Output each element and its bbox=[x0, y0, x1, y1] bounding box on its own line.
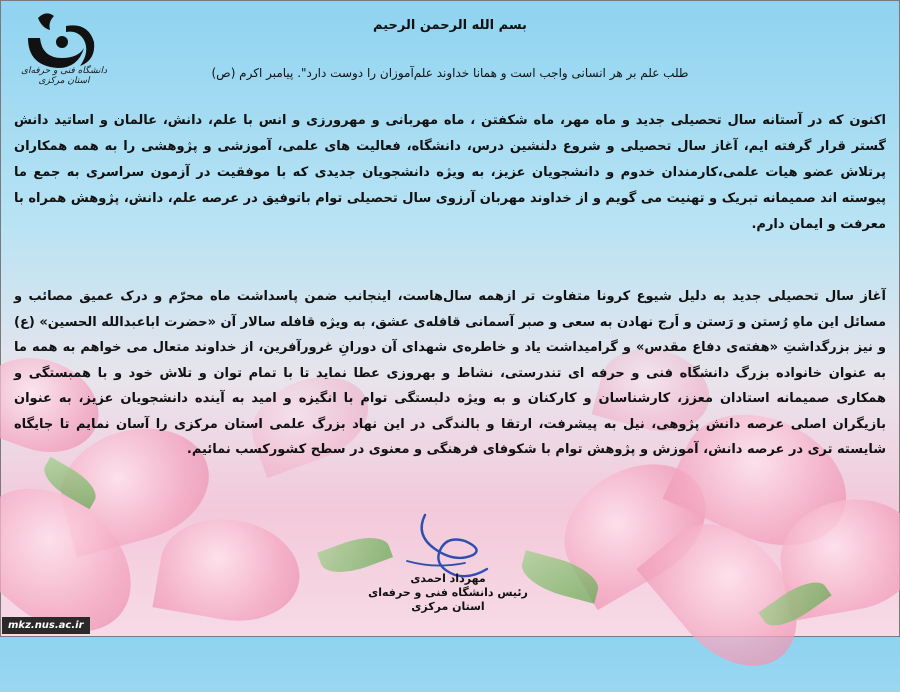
signer-title-line-1: رئیس دانشگاه فنی و حرفه‌ای bbox=[368, 586, 528, 599]
basmala-heading: بسم الله الرحمن الرحیم bbox=[373, 18, 527, 33]
logo-caption: دانشگاه فنی و حرفه‌ای استان مرکزی bbox=[20, 66, 108, 86]
message-paragraph-1: اکنون که در آستانه سال تحصیلی جدید و ماه مهر، ماه شکفتن ، ماه مهربانی و مهرورزی و انس با علم، دانش، عالمان و اساتید دانش گستر قرار گرفته ایم، آغاز سال تحصیلی و شروع دلنشین درس، دانشگاه، فعالیت های علمی، آموزشی و پژوهشی را به همه همکاران پرتلاش عضو هیات علمی،کارمندان خدوم و دانشجویان عزیز، به ویژه دانشجویان جدیدی که با موفقیت در آزمون سراسری به جمع ما پیوسته اند صمیمانه تبریک و تهنیت می گویم و از خداوند مهربان آرزوی سال تحصیلی توام باتوفیق در عرصه علم، دانش، پژوهش همراه با معرفت و ایمان دارم. bbox=[14, 113, 886, 232]
message-paragraph-2: آغاز سال تحصیلی جدید به دلیل شیوع کرونا متفاوت تر ازهمه سال‌هاست، اینجانب ضمن پاسداشت ماه محرّم و درک عمیق مصائب و مسائل این ماهِ رُستن و رَستن و اَرج نهادن به سعی و صبر آسمانی قافله‌ی عشق، به ویژه قافله سالار آن «حضرت اباعبدالله الحسین» (ع) و نیز بزرگداشتِ «هفته‌ی دفاع مقدس» و گرامیداشت یاد و خاطره‌ی شهدای آن دورانِ غرورآفرین، از خداوند متعال می خواهم به همه ما به عنوان خانواده بزرگ دانشگاه فنی و حرفه ای تندرستی، نشاط و بهروزی عطا نماید تا با تمام توان و تلاش خود و با همبستگی و همکاری صمیمانه استادان معزز، کارشناسان و کارکنان و به ویژه دلبستگی توام با انگیزه و امید به آینده دانشجویان عزیز، به عنوان بازیگران اصلی عرصه دانش پژوهی، نیل به پیشرفت، ارتقا و بالندگی در این نهاد بزرگ علمی استان مرکزی را آسان نمایم تا جایگاه شایسته تری در عرصه دانش، آموزش و پژوهش توام با شکوفای فرهنگی و معنوی در سطح کشورکسب نمائیم. bbox=[14, 289, 886, 457]
website-url-label: mkz.nus.ac.ir bbox=[2, 617, 90, 634]
hadith-quote: طلب علم بر هر انسانی واجب است و همانا خداوند علم‌آموزان را دوست دارد". پیامبر اکرم (ص) bbox=[211, 66, 689, 80]
signer-title-line-2: استان مرکزی bbox=[411, 600, 485, 613]
signature-block bbox=[358, 572, 538, 614]
signer-name: مهرداد احمدی bbox=[410, 572, 486, 585]
